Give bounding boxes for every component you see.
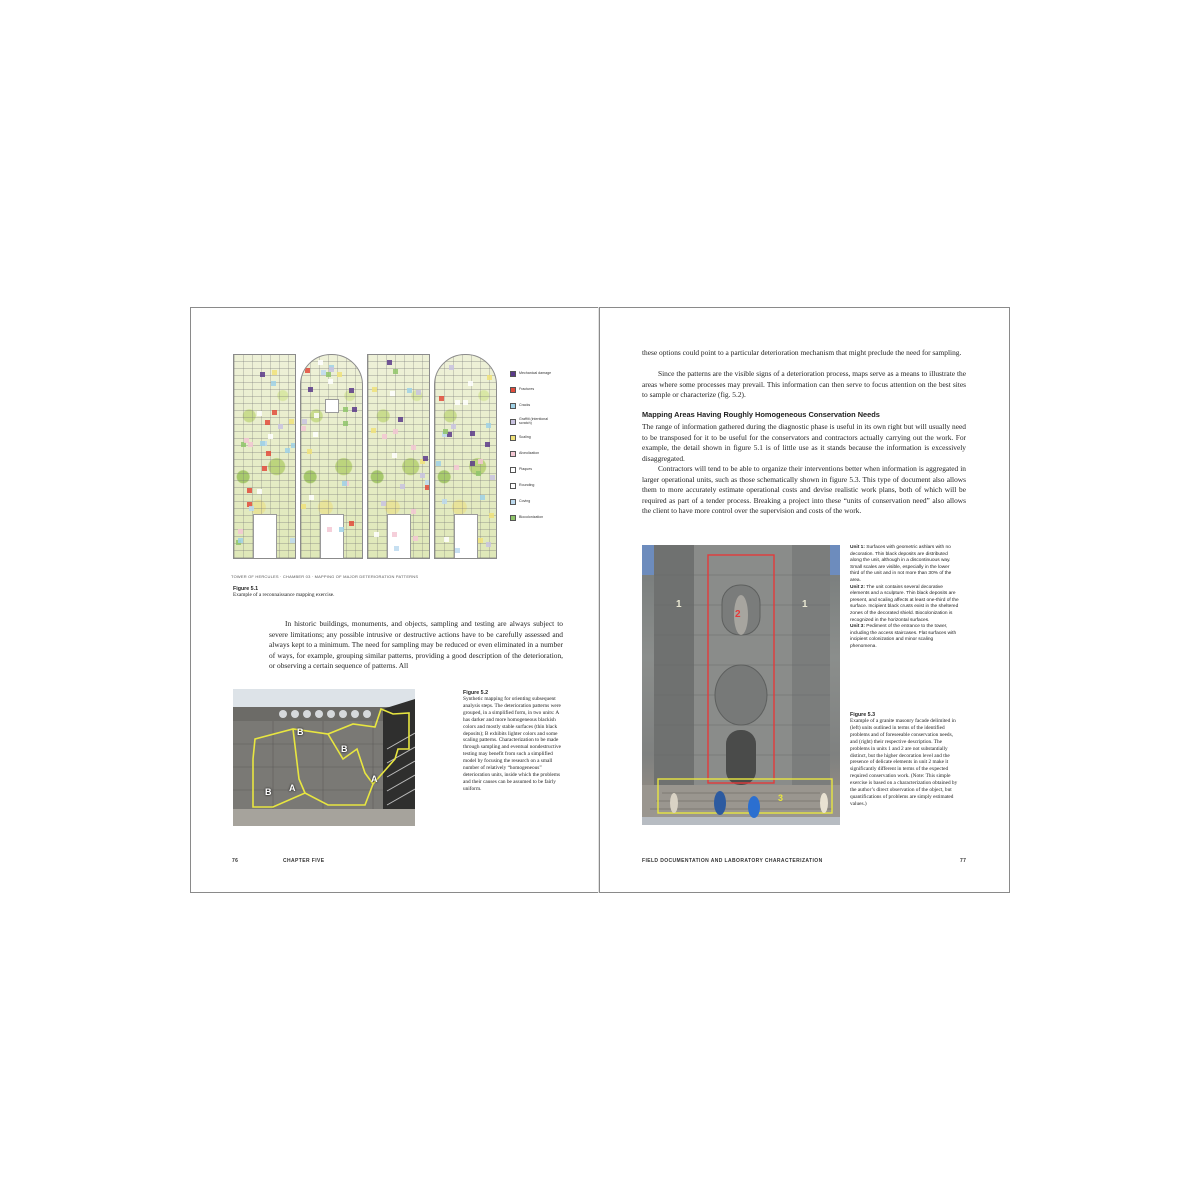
deterioration-mark	[290, 538, 295, 543]
deterioration-mark	[478, 459, 483, 464]
caption-label: Figure 5.1	[233, 586, 259, 592]
continuation-paragraph: these options could point to a particular deterioration mechanism that might preclude the need for sampling.	[642, 348, 962, 357]
page-number: 76	[232, 858, 239, 864]
unit-description	[850, 624, 960, 650]
deterioration-mark	[339, 527, 344, 532]
deterioration-mark	[425, 485, 430, 490]
deterioration-mark	[307, 449, 312, 454]
deterioration-mark	[308, 387, 313, 392]
deterioration-mark	[436, 461, 441, 466]
deterioration-mark	[352, 407, 357, 412]
deterioration-mark	[381, 501, 386, 506]
deterioration-mark	[244, 438, 249, 443]
deterioration-mark	[398, 417, 403, 422]
deterioration-mark	[291, 443, 296, 448]
figure-5-2-caption	[463, 690, 563, 793]
deterioration-mark	[470, 461, 475, 466]
figure-5-3-caption	[850, 712, 960, 808]
unit-label-b: B	[341, 744, 348, 754]
deterioration-mark	[489, 513, 494, 518]
deterioration-mark	[272, 370, 277, 375]
deterioration-mark	[271, 381, 276, 386]
unit-label-1: 1	[676, 599, 682, 610]
caption-label: Figure 5.3	[850, 712, 876, 718]
deterioration-mark	[470, 431, 475, 436]
deterioration-mark	[416, 390, 421, 395]
deterioration-mark	[480, 495, 485, 500]
deterioration-mark	[247, 488, 252, 493]
deterioration-mark	[257, 411, 262, 416]
deterioration-mark	[238, 538, 243, 543]
deterioration-mark	[413, 536, 418, 541]
deterioration-mark	[343, 421, 348, 426]
unit-label-a: A	[289, 783, 296, 793]
deterioration-mark	[238, 529, 243, 534]
legend-item: Mechanical damage	[510, 366, 560, 382]
deterioration-mark	[392, 453, 397, 458]
unit-text: Surfaces with geometric ashlars with no decoration. Thin black deposits are distributed along the unit, although in a discontinuous way. Small scales are visible, especially in the lower third of the unit and in not more than 30% of the area.	[850, 545, 952, 583]
deterioration-mark	[329, 367, 334, 372]
deterioration-mark	[451, 424, 456, 429]
deterioration-mark	[372, 387, 377, 392]
unit-label-1: 1	[802, 599, 808, 610]
deterioration-mark	[349, 521, 354, 526]
deterioration-mark	[289, 419, 294, 424]
deterioration-mark	[393, 369, 398, 374]
deterioration-mark	[490, 475, 495, 480]
deterioration-mark	[478, 538, 483, 543]
deterioration-mark	[411, 445, 416, 450]
body-paragraph: In historic buildings, monuments, and objects, sampling and testing are always subject to severe limitations; any possible intrusive or destructive actions have to be carefully assessed and always kept to a minimum. The need for sampling may be reduced or even eliminated in a number of ways, for example, grouping similar patterns, providing a good description of the deterioration, or observing a certain sequence of patterns. All	[269, 619, 563, 671]
deterioration-mark	[394, 546, 399, 551]
deterioration-mark	[442, 499, 447, 504]
deterioration-mark	[262, 466, 267, 471]
figure-5-3-illustration	[642, 545, 840, 825]
unit-label-b: B	[265, 787, 272, 797]
deterioration-mark	[455, 400, 460, 405]
right-page	[599, 307, 1010, 893]
deterioration-mark	[326, 372, 331, 377]
deterioration-mark	[337, 372, 342, 377]
legend-item: Rounding	[510, 478, 560, 494]
unit-description	[850, 545, 960, 585]
deterioration-mark	[485, 442, 490, 447]
caption-text: Example of a granite masonry facade delimited in (left) units outlined in terms of the identified problems and of foreseeable conservation needs, and (right) their respective description. The problems in units 1 and 2 are not substantially distinct, but the higher decoration level and the presence of delicate elements in unit 2 make it significantly different in terms of the expected required conservation work. (Note: This simple exercise is based on a characterization obtained by the author’s direct observation of the object, but quantifications of problems are simply estimated values.)	[850, 718, 958, 807]
deterioration-mark	[463, 400, 468, 405]
deterioration-mark	[349, 388, 354, 393]
figure-5-1-mapping	[233, 350, 552, 570]
deterioration-mark	[301, 504, 306, 509]
deterioration-mark	[272, 410, 277, 415]
deterioration-mark	[268, 434, 273, 439]
unit-label: Unit 3:	[850, 624, 865, 630]
body-paragraph: Since the patterns are the visible signs of a deterioration process, maps serve as a means to illustrate the areas where some processes may prevail. This information can then serve to focus attention on the best sites to sample or characterize (fig. 5.2).	[642, 369, 966, 400]
figure-5-2-illustration	[233, 689, 415, 826]
body-paragraph: The range of information gathered during the diagnostic phase is useful in its own right but will usually need to be transposed for it to be useful for the conservators and contractors actually carrying out the work. For example, the detail shown in figure 5.1 is of little use as it stands because the information is excessively disaggregated.	[642, 422, 966, 463]
unit-label-a: A	[371, 774, 378, 784]
deterioration-mark	[265, 420, 270, 425]
deterioration-mark	[487, 375, 492, 380]
mapping-panel	[367, 354, 430, 559]
deterioration-mark	[343, 407, 348, 412]
deterioration-mark	[382, 434, 387, 439]
legend-item: Coving	[510, 494, 560, 510]
deterioration-mark	[314, 413, 319, 418]
mapping-panel-arched	[434, 354, 497, 559]
legend-item: Scaling	[510, 430, 560, 446]
unit-label: Unit 1:	[850, 545, 865, 550]
deterioration-mark	[301, 426, 306, 431]
figure-5-3-photo	[642, 545, 840, 825]
running-head: CHAPTER FIVE	[283, 858, 325, 864]
caption-text: Synthetic mapping for orienting subsequent analysis steps. The deterioration patterns were grouped, in a simplified form, in two units: A has darker and more homogeneous blackish colors and mostly stable surfaces (thin black deposits); B exhibits lighter colors and some scaling patterns. Characterization to be made through sampling and eventual nondestructive testing may benefit from such a simplified model by focusing the research on a small number of relatively “homogeneous” deterioration units, inside which the problems and their causes can be assumed to be fairly uniform.	[463, 696, 561, 792]
deterioration-mark	[468, 381, 473, 386]
deterioration-mark	[305, 359, 310, 364]
unit-label: Unit 2:	[850, 584, 865, 590]
caption-label: Figure 5.2	[463, 690, 489, 696]
window-opening	[325, 399, 339, 413]
deterioration-mark	[486, 423, 491, 428]
deterioration-mark	[420, 473, 425, 478]
figure-5-1-caption	[233, 586, 533, 599]
deterioration-mark	[249, 506, 254, 511]
deterioration-mark	[318, 360, 323, 365]
left-page	[190, 307, 601, 893]
legend-item: Graffiti (intentional scratch)	[510, 414, 560, 430]
deterioration-mark	[400, 484, 405, 489]
unit-label-2: 2	[735, 609, 741, 620]
caption-text: Example of a reconnaissance mapping exercise.	[233, 592, 335, 598]
deterioration-mark	[392, 532, 397, 537]
deterioration-mark	[305, 368, 310, 373]
deterioration-mark	[443, 429, 448, 434]
deterioration-mark	[260, 372, 265, 377]
legend-item: Alveolization	[510, 446, 560, 462]
deterioration-mark	[390, 391, 395, 396]
deterioration-mark	[411, 509, 416, 514]
unit-description	[850, 585, 960, 625]
deterioration-mark	[257, 489, 262, 494]
deterioration-mark	[342, 481, 347, 486]
body-paragraph: Contractors will tend to be able to organize their interventions better when information is aggregated in larger operational units, such as those schematically shown in figure 5.3. This type of document also allows them to more accurately estimate operational costs and devise realistic work plans, both of which will be required as part of a tender process. Breaking a project into these “units of conservation need” also allows the client to have more control over the supervision and costs of the work.	[642, 464, 966, 516]
legend-item: Biocolonization	[510, 510, 560, 526]
deterioration-mark	[278, 424, 283, 429]
unit-label-b: B	[297, 727, 304, 737]
deterioration-mark	[454, 465, 459, 470]
deterioration-mark	[321, 370, 326, 375]
mapping-panel-arched	[300, 354, 363, 559]
deterioration-mark	[449, 365, 454, 370]
deterioration-mark	[393, 429, 398, 434]
deterioration-mark	[260, 441, 265, 446]
running-head: FIELD DOCUMENTATION AND LABORATORY CHARACTERIZATION	[642, 858, 823, 864]
deterioration-mark	[328, 379, 333, 384]
deterioration-mark	[407, 388, 412, 393]
deterioration-mark	[313, 432, 318, 437]
door-opening	[320, 514, 344, 558]
legend-item: Fractures	[510, 382, 560, 398]
deterioration-mark	[309, 495, 314, 500]
page-number: 77	[960, 858, 967, 864]
unit-text: The unit contains several decorative elements and a sculpture. Thin black deposits are present, and scaling affects at least one-third of the surface. Incipient black crusts exist in the sheltered zones of the decorated shield. Biocolonization is recognized in the horizontal surfaces.	[850, 584, 959, 623]
deterioration-mark	[374, 532, 379, 537]
unit-descriptions	[850, 545, 960, 651]
deterioration-mark	[444, 537, 449, 542]
deterioration-mark	[476, 471, 481, 476]
deterioration-mark	[486, 542, 491, 547]
figure-5-1-drawing-title: TOWER OF HERCULES · CHAMBER 03 · MAPPING OF MAJOR DETERIORATION PATTERNS	[231, 574, 419, 579]
deterioration-mark	[455, 548, 460, 553]
unit-text: Pediment of the entrance to the tower, including the access staircases. Flat surfaces with incipient colonization and minor scaling phenomena.	[850, 624, 957, 649]
deterioration-mark	[387, 360, 392, 365]
deterioration-mark	[302, 419, 307, 424]
deterioration-mark	[439, 396, 444, 401]
deterioration-mark	[285, 448, 290, 453]
deterioration-mark	[371, 428, 376, 433]
deterioration-mark	[423, 456, 428, 461]
figure-5-2-photo	[233, 689, 415, 826]
section-heading: Mapping Areas Having Roughly Homogeneous Conservation Needs	[642, 410, 880, 419]
deterioration-mark	[266, 451, 271, 456]
mapping-panel	[233, 354, 296, 559]
deterioration-mark	[327, 527, 332, 532]
legend-item: Cracks	[510, 398, 560, 414]
mapping-legend	[510, 366, 560, 526]
legend-item: Plaques	[510, 462, 560, 478]
door-opening	[253, 514, 277, 558]
unit-label-3: 3	[778, 793, 784, 803]
